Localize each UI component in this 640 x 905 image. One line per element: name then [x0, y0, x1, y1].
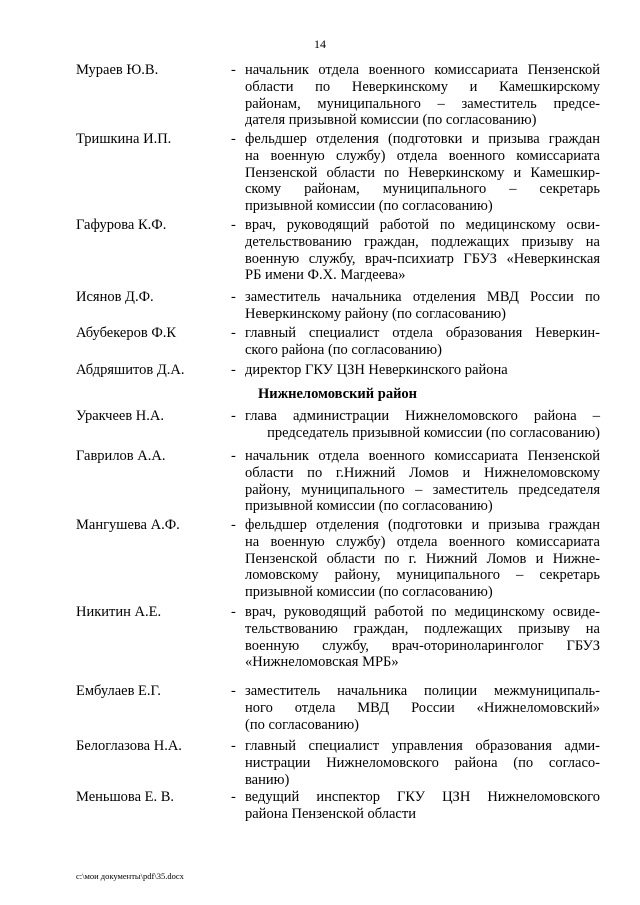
member-name: Абубекеров Ф.К	[76, 325, 177, 341]
position-line: заместитель начальника полиции межмуниципаль-	[245, 683, 600, 699]
member-name: Белоглазова Н.А.	[76, 738, 182, 754]
file-path-footer: c:\мои документы\pdf\35.docx	[76, 871, 184, 881]
position-line: фельдшер отделения (подготовки и призыва граждан	[245, 517, 600, 533]
member-name: Мураев Ю.В.	[76, 62, 159, 78]
position-line: районам, муниципального – заместитель предсе-	[245, 95, 600, 112]
list-dash: -	[231, 738, 236, 754]
member-name: Тришкина И.П.	[76, 131, 172, 147]
list-dash: -	[231, 683, 236, 699]
member-position	[245, 789, 600, 823]
member-position	[245, 325, 600, 359]
position-line: тельствованию граждан, подлежащих призыву на	[245, 620, 600, 637]
position-line: Неверкинскому району (по согласованию)	[245, 305, 507, 322]
position-line: призывной комиссии (по согласованию)	[245, 198, 493, 215]
position-line: председатель призывной комиссии (по согласованию)	[267, 424, 600, 441]
page-number: 14	[314, 37, 326, 51]
member-position	[245, 62, 600, 129]
position-line: РБ имени Ф.Х. Магдеева»	[245, 267, 406, 284]
list-dash: -	[231, 604, 236, 620]
position-line: ского района (по согласованию)	[245, 341, 442, 358]
position-line: дателя призывной комиссии (по согласованию)	[245, 112, 537, 129]
member-name: Исянов Д.Ф.	[76, 289, 154, 305]
position-line: ного отдела МВД России «Нижнеломовский»	[245, 699, 600, 716]
member-position	[245, 517, 600, 601]
position-line: военную службу, врач-оториноларинголог ГБУЗ	[245, 637, 600, 654]
member-name: Никитин А.Е.	[76, 604, 162, 620]
member-position	[245, 131, 600, 215]
member-position	[245, 289, 600, 323]
position-line: начальник отдела военного комиссариата Пензенской	[245, 62, 600, 78]
list-dash: -	[231, 217, 236, 233]
list-dash: -	[231, 325, 236, 341]
member-name: Гафурова К.Ф.	[76, 217, 167, 233]
list-dash: -	[231, 362, 236, 378]
list-dash: -	[231, 408, 236, 424]
member-name: Уракчеев Н.А.	[76, 408, 164, 424]
position-line: ванию)	[245, 771, 290, 788]
member-name: Мангушева А.Ф.	[76, 517, 180, 533]
position-line: фельдшер отделения (подготовки и призыва граждан	[245, 131, 600, 147]
position-line: ведущий инспектор ГКУ ЦЗН Нижнеломовского	[245, 789, 600, 805]
position-line: ломовскому району, муниципального – секретарь	[245, 567, 600, 584]
position-line: «Нижнеломовская МРБ»	[245, 654, 399, 671]
position-line: области по г.Нижний Ломов и Нижнеломовскому	[245, 464, 600, 481]
position-line: на военную службу) отдела военного комиссариата	[245, 533, 600, 550]
member-position	[245, 362, 600, 379]
member-name: Абдряшитов Д.А.	[76, 362, 185, 378]
position-line: района Пензенской области	[245, 805, 416, 822]
position-line: детельствованию граждан, подлежащих призыву на	[245, 233, 600, 250]
member-position	[245, 448, 600, 515]
position-line: призывной комиссии (по согласованию)	[245, 498, 493, 515]
list-dash: -	[231, 448, 236, 464]
position-line: призывной комиссии (по согласованию)	[245, 584, 493, 601]
position-line: врач, руководящий работой по медицинскому осви-	[245, 217, 600, 233]
list-dash: -	[231, 62, 236, 78]
member-position	[245, 683, 600, 733]
member-name: Гаврилов А.А.	[76, 448, 166, 464]
position-line: врач, руководящий работой по медицинскому освиде-	[245, 604, 600, 620]
position-line: скому районам, муниципального – секретарь	[245, 181, 600, 198]
position-line: на военную службу) отдела военного комиссариата	[245, 147, 600, 164]
position-line: глава администрации Нижнеломовского района –	[245, 408, 600, 424]
list-dash: -	[231, 517, 236, 533]
position-line: директор ГКУ ЦЗН Неверкинского района	[245, 362, 508, 378]
member-position	[245, 604, 600, 671]
list-dash: -	[231, 789, 236, 805]
position-line: главный специалист отдела образования Неверкин-	[245, 325, 600, 341]
section-title: Нижнеломовский район	[258, 386, 418, 402]
list-dash: -	[231, 131, 236, 147]
member-position	[245, 738, 600, 788]
member-name: Меньшова Е. В.	[76, 789, 175, 805]
position-line: главный специалист управления образования адми-	[245, 738, 600, 754]
position-line: заместитель начальника отделения МВД России по	[245, 289, 600, 305]
position-line: военную службу, врач-психиатр ГБУЗ «Неверкинская	[245, 250, 600, 267]
position-line: Пензенской области по г. Нижний Ломов и Нижне-	[245, 550, 600, 567]
member-name: Ембулаев Е.Г.	[76, 683, 161, 699]
position-line: району, муниципального – заместитель председателя	[245, 481, 600, 498]
position-line: нистрации Нижнеломовского района (по согласо-	[245, 754, 600, 771]
position-line: начальник отдела военного комиссариата Пензенской	[245, 448, 600, 464]
member-position	[245, 408, 600, 442]
list-dash: -	[231, 289, 236, 305]
position-line: Пензенской области по Неверкинскому и Камешкир-	[245, 164, 600, 181]
position-line: (по согласованию)	[245, 716, 359, 733]
member-position	[245, 217, 600, 284]
position-line: области по Неверкинскому и Камешкирскому	[245, 78, 600, 95]
